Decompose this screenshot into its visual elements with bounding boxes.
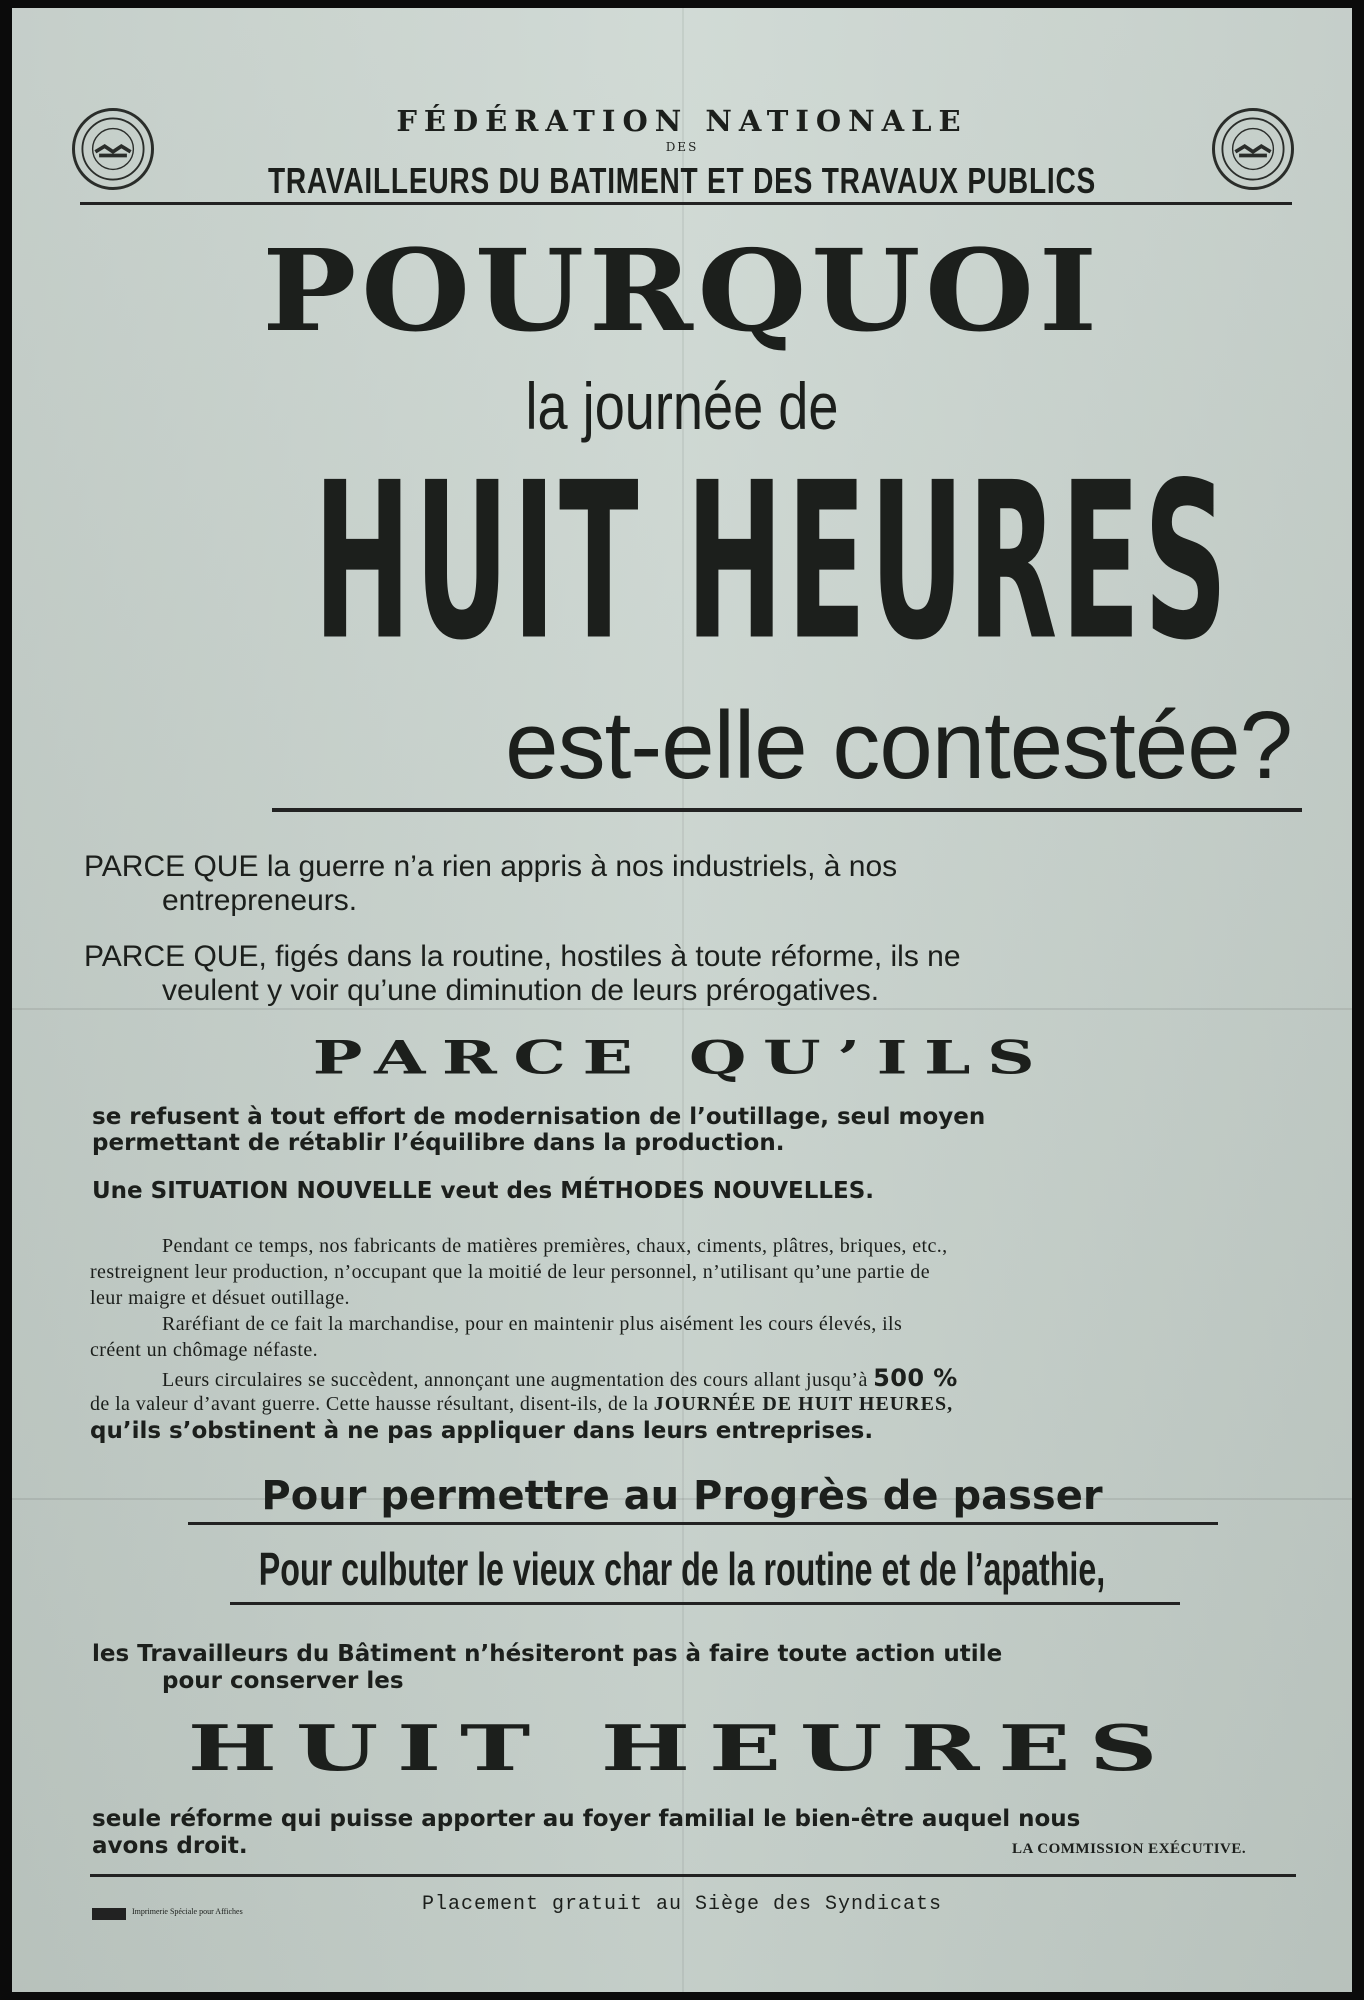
footer-rule (90, 1874, 1296, 1877)
poster-sheet (12, 8, 1352, 1992)
modern-line-2: permettant de rétablir l’équilibre dans la production. (92, 1130, 785, 1156)
header-rule (80, 202, 1292, 205)
paragraph-line-4: Raréfiant de ce fait la marchandise, pour en maintenir plus aisément les cours élevés, ils (162, 1313, 903, 1335)
reason-1-line-1: PARCE QUE la guerre n’a rien appris à nos industriels, à nos (84, 850, 898, 883)
federation-subtitle: TRAVAILLEURS DU BATIMENT ET DES TRAVAUX PUBLICS (267, 160, 1097, 201)
printer-credit: Imprimerie Spéciale pour Affiches (132, 1907, 243, 1916)
federation-title: FÉDÉRATION NATIONALE (396, 104, 968, 138)
situation-nouvelle: Une SITUATION NOUVELLE veut des MÉTHODES NOUVELLES. (92, 1178, 875, 1204)
paragraph-percent-value: 500 % (873, 1364, 958, 1392)
paragraph-line-1: Pendant ce temps, nos fabricants de matières premières, chaux, ciments, plâtres, briques, etc., (162, 1235, 948, 1257)
headline-underline (272, 808, 1302, 812)
signature-commission: LA COMMISSION EXÉCUTIVE. (1012, 1841, 1247, 1857)
call-progres: Pour permettre au Progrès de passer (261, 1473, 1103, 1519)
closing-line-3: seule réforme qui puisse apporter au foyer familial le bien-être auquel nous (92, 1806, 1081, 1832)
call-culbuter-underline (230, 1602, 1180, 1605)
closing-line-1: les Travailleurs du Bâtiment n’hésiteront pas à faire toute action utile (92, 1641, 1003, 1667)
federation-des: DES (665, 140, 699, 154)
call-culbuter: Pour culbuter le vieux char de la routine et de l’apathie, (258, 1543, 1106, 1595)
paragraph-line-7 (90, 1391, 953, 1417)
reason-2-line-2: veulent y voir qu’une diminution de leurs prérogatives. (162, 974, 880, 1007)
paragraph-line-6 (162, 1365, 958, 1393)
paragraph-line-2: restreignent leur production, n’occupant que la moitié de leur personnel, n’utilisant qu’une partie de (90, 1261, 930, 1283)
call-progres-underline (188, 1522, 1218, 1525)
footer-placement: Placement gratuit au Siège des Syndicats (421, 1893, 943, 1916)
headline-journee: la journée de (525, 369, 839, 443)
headline-pourquoi: POURQUOI (262, 226, 1102, 357)
headline-huit-heures: HUIT HEURES (313, 435, 1231, 688)
modern-line-1: se refusent à tout effort de modernisation de l’outillage, seul moyen (92, 1104, 986, 1130)
paragraph-line-8: qu’ils s’obstinent à ne pas appliquer dans leurs entreprises. (90, 1418, 874, 1444)
reason-2-line-1: PARCE QUE, figés dans la routine, hostiles à toute réforme, ils ne (84, 940, 961, 973)
paragraph-line-7-text: de la valeur d’avant guerre. Cette hausse résultant, disent-ils, de la (90, 1393, 649, 1415)
headline-contestee: est-elle contestée? (505, 692, 1292, 799)
paragraph-line-6-text: Leurs circulaires se succèdent, annonçant une augmentation des cours allant jusqu’à (162, 1369, 868, 1391)
closing-line-2: pour conserver les (162, 1668, 404, 1694)
paragraph-line-7-bold: JOURNÉE DE HUIT HEURES, (653, 1393, 954, 1415)
closing-line-4: avons droit. (92, 1833, 248, 1859)
paragraph-line-3: leur maigre et désuet outillage. (90, 1287, 350, 1309)
paragraph-line-5: créent un chômage néfaste. (90, 1339, 319, 1361)
reason-1-line-2: entrepreneurs. (162, 884, 358, 917)
parce-quils-heading: PARCE QU’ILS (312, 1030, 1052, 1086)
closing-huit-heures: HUIT HEURES (187, 1711, 1177, 1785)
